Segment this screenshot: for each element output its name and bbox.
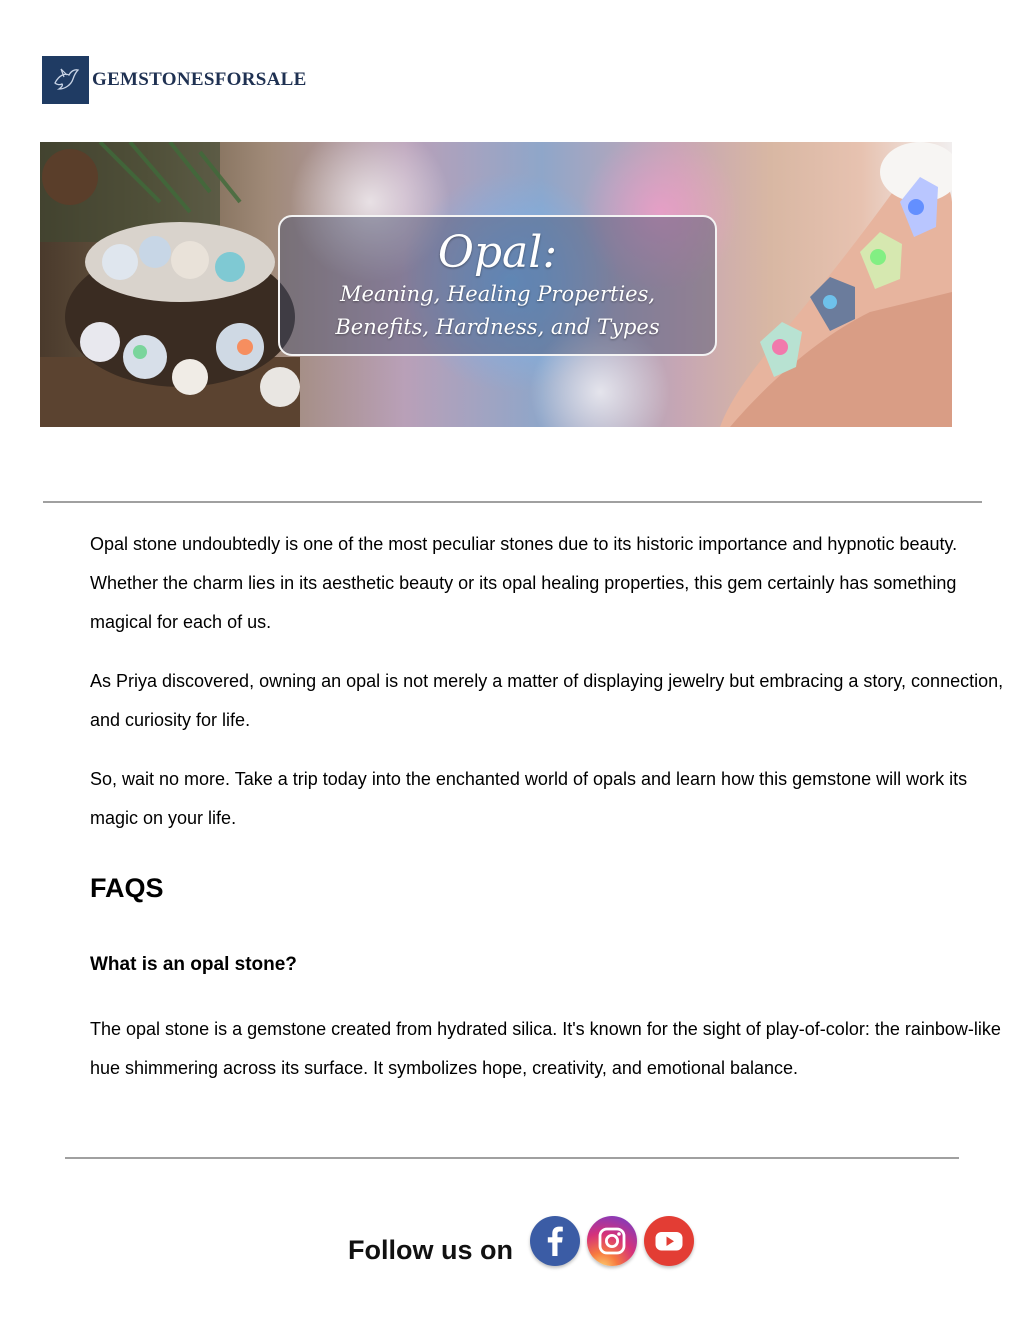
dove-icon — [42, 56, 89, 104]
article-paragraph-1: Opal stone undoubtedly is one of the most peculiar stones due to its historic importance and hypnotic beauty. Whether the charm lies in its aesthetic beauty or its opal healing properties, this gem certainly has something magical for each of us. — [90, 534, 958, 632]
banner-subtitle-line2: Benefits, Hardness, and Types — [335, 314, 660, 339]
faq-question: What is an opal stone? — [90, 954, 297, 975]
instagram-icon[interactable] — [587, 1216, 637, 1266]
banner-title: Opal: — [437, 226, 558, 278]
follow-us-label: Follow us on — [348, 1235, 513, 1265]
banner-subtitle-line1: Meaning, Healing Properties, — [339, 281, 656, 306]
bottom-divider — [65, 1157, 959, 1159]
faq-heading: FAQS — [90, 873, 164, 903]
facebook-icon[interactable] — [530, 1216, 580, 1266]
follow-us-section — [348, 1216, 694, 1268]
brand-logo[interactable] — [42, 56, 307, 104]
hero-banner — [40, 142, 952, 427]
article-body — [90, 525, 1020, 858]
youtube-icon[interactable] — [644, 1216, 694, 1266]
article-paragraph-2: As Priya discovered, owning an opal is not merely a matter of displaying jewelry but embracing a story, connection, and curiosity for life. — [90, 671, 1004, 730]
banner-title-box — [278, 215, 717, 356]
brand-name: GEMSTONESFORSALE — [92, 69, 307, 90]
top-divider — [43, 501, 982, 503]
faq-answer: The opal stone is a gemstone created from hydrated silica. It's known for the sight of play-of-color: the rainbow-like hue shimmering across its surface. It symbolizes hope, creativity, and emotional balance. — [90, 1019, 1001, 1078]
social-links — [530, 1216, 694, 1266]
article-paragraph-3: So, wait no more. Take a trip today into the enchanted world of opals and learn how this gemstone will work its magic on your life. — [90, 769, 968, 828]
